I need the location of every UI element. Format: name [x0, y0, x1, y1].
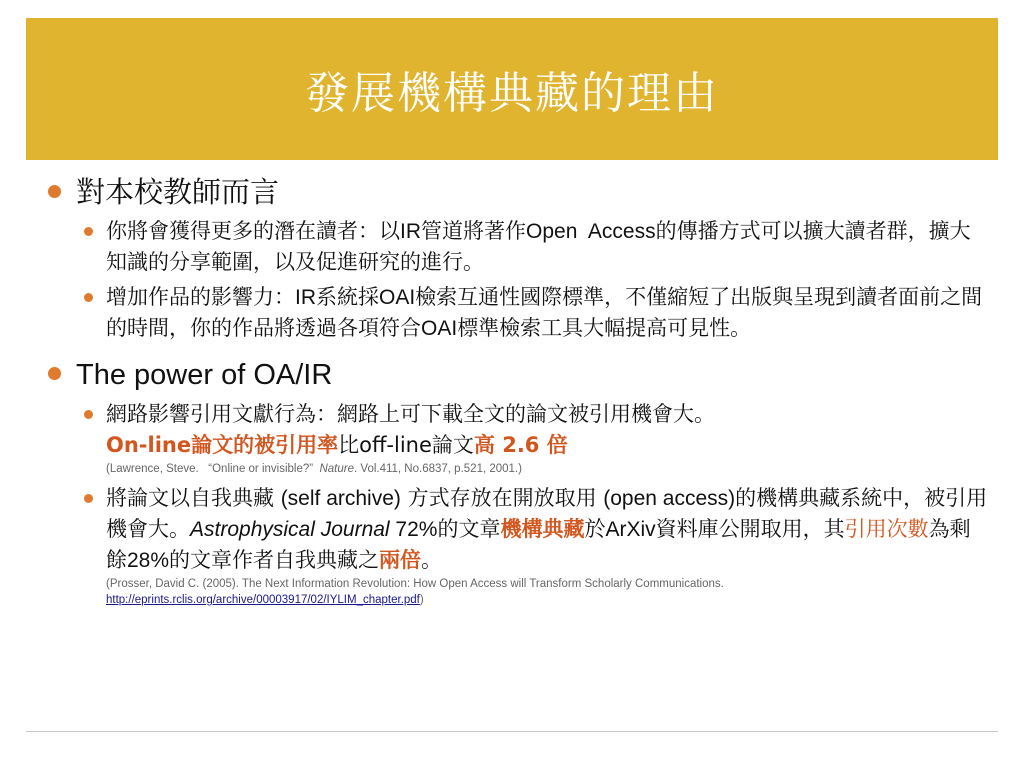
bullet-impact: [48, 282, 988, 344]
text-segment: 資料庫公開取用，其: [655, 517, 845, 541]
text-segment: 系統採: [316, 285, 379, 309]
title-banner: [26, 18, 998, 160]
highlight-text: On-line論文的被引用率: [106, 433, 339, 457]
text-segment: 的傳播方式可以擴大讀者群，擴大知識的分享範圍，以及促進研究的進行。: [106, 219, 971, 274]
text-segment: 將論文以自我典藏: [106, 486, 281, 510]
section2-heading: The power of OA/IR: [76, 359, 333, 391]
bullet-level1-oa-ir: [48, 354, 988, 395]
text-segment: 論文: [431, 433, 474, 457]
highlight-text: 機構典藏: [500, 517, 585, 541]
footer-divider: [26, 731, 998, 732]
text-segment: 72%: [389, 518, 438, 541]
citation-lawrence: [106, 461, 988, 477]
highlight-text: 高 2.6 倍: [473, 433, 568, 457]
citation-text: . Vol.411, No.6837, p.521, 2001.): [354, 463, 522, 475]
text-segment: 網路影響引用文獻行為：網路上可下載全文的論文被引用機會大。: [106, 402, 715, 426]
text-segment: 你將會獲得更多的潛在讀者：以: [106, 219, 400, 243]
text-segment: 的機構典藏系統中，被引用機會大。: [106, 486, 988, 541]
text-segment: 比: [338, 433, 360, 457]
bullet-dot-icon: [48, 185, 61, 198]
text-segment: 28%: [127, 549, 170, 572]
slide-title: 發展機構典藏的理由: [305, 68, 719, 119]
bullet-dot-icon: [84, 494, 93, 503]
bullet-self-archive: [48, 483, 988, 608]
bullet-dot-icon: [84, 410, 93, 419]
citation-link[interactable]: http://eprints.rclis.org/archive/00003917/02/IYLIM_chapter.pdf: [106, 594, 420, 606]
citation-text: (Prosser, David C. (2005). The Next Information Revolution: How Open Access will Transform Scholarly Communications.: [106, 578, 724, 590]
citation-text: ): [419, 594, 424, 606]
bullet-dot-icon: [84, 227, 93, 236]
text-segment: ArXiv: [605, 518, 656, 541]
slide-content: [48, 172, 988, 608]
bullet-citation-behavior: [48, 399, 988, 477]
text-segment: 檢索互通性國際標準，不僅縮短了出版與呈現到讀者面前之間的時間，你的作品將透過各項符合: [106, 285, 983, 340]
text-segment: 為剩餘: [106, 517, 971, 572]
text-segment: OAI: [379, 286, 416, 309]
citation-journal: Nature: [319, 463, 355, 475]
text-segment: OAI: [421, 317, 458, 340]
text-segment: (self archive): [280, 487, 401, 510]
bullet-readers: [48, 216, 988, 278]
text-segment: IR: [400, 220, 421, 243]
bullet-dot-icon: [48, 367, 61, 380]
text-segment: 管道將著作: [421, 219, 526, 243]
text-segment: 的文章作者自我典藏之: [169, 548, 380, 572]
text-segment: Open Access: [526, 220, 656, 243]
bullet-dot-icon: [84, 293, 93, 302]
text-segment: 增加作品的影響力：: [106, 285, 295, 309]
text-segment: IR: [295, 286, 316, 309]
citation-text: (Lawrence, Steve. “Online or invisible?”: [106, 463, 320, 475]
text-segment: 。: [421, 548, 443, 572]
text-segment: 標準檢索工具大幅提高可見性。: [457, 316, 752, 340]
highlight-text: 兩倍: [379, 548, 422, 572]
journal-name: Astrophysical Journal: [190, 518, 390, 541]
text-segment: 的文章: [437, 517, 501, 541]
text-segment: (open access): [603, 487, 736, 510]
section1-heading: 對本校教師而言: [76, 175, 280, 209]
text-segment: off-line: [359, 433, 432, 457]
highlight-text: 引用次數: [844, 517, 929, 541]
bullet-level1-teachers: [48, 172, 988, 212]
text-segment: 方式存放在開放取用: [400, 486, 604, 510]
citation-prosser: [106, 576, 988, 608]
text-segment: 於: [584, 517, 606, 541]
